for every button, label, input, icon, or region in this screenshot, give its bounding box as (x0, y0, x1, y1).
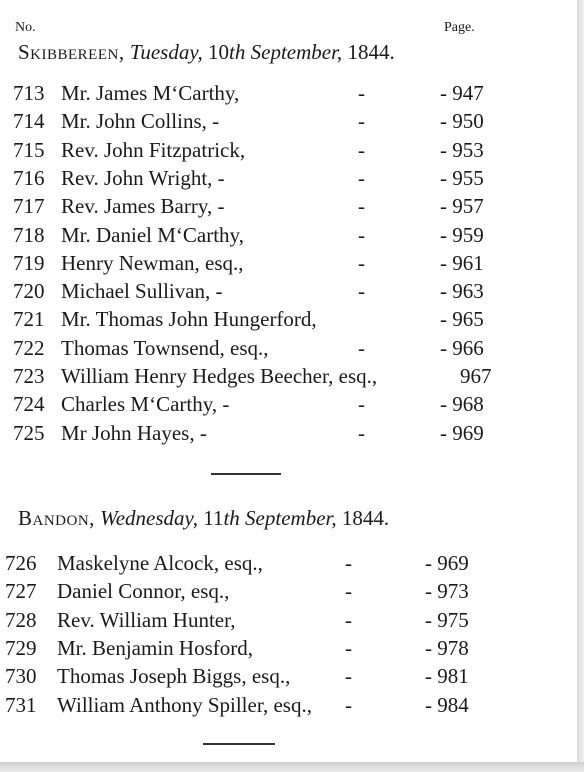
entry-leader: - (358, 392, 365, 417)
entry-leader: - (345, 579, 352, 604)
entry-number: 720 (13, 279, 45, 304)
entry-leader: - (358, 335, 365, 360)
entry-name: Thomas Joseph Biggs, esq., (57, 664, 291, 689)
entry-leader: - (358, 137, 365, 162)
entry-name: Rev. James Barry, - (61, 194, 225, 219)
entry-number: 725 (13, 420, 45, 445)
list-item (13, 362, 560, 390)
entry-page: - 969 (425, 551, 469, 575)
section-divider (211, 473, 281, 475)
entry-number: 713 (13, 81, 45, 105)
entry-name: Mr. James M‘Carthy, (61, 81, 240, 105)
entry-name: Mr. John Collins, - (61, 109, 220, 134)
entry-name: Charles M‘Carthy, - (61, 392, 230, 417)
section-date-suffix: th (223, 506, 240, 530)
section-day: Wednesday, (100, 506, 198, 530)
section-title-bandon (18, 506, 389, 531)
entry-number: 714 (13, 109, 45, 134)
entry-number: 715 (13, 137, 45, 162)
entry-number: 724 (13, 392, 45, 417)
list-item (13, 79, 560, 107)
entry-page: - 969 (440, 420, 484, 445)
entry-leader: - (358, 165, 365, 190)
entry-number: 719 (13, 250, 45, 275)
list-item (13, 221, 560, 249)
entry-page: - 953 (440, 137, 484, 162)
list-item (13, 249, 560, 277)
section-place: Skibbereen, (18, 40, 125, 64)
entry-name: Maskelyne Alcock, esq., (57, 551, 263, 575)
entry-number: 722 (13, 335, 45, 360)
entry-number: 727 (5, 579, 37, 604)
list-item (13, 136, 560, 164)
list-item (13, 305, 560, 333)
entry-number: 717 (13, 194, 45, 219)
entry-name: Rev. William Hunter, (57, 607, 236, 632)
section-date-num: 10 (208, 40, 230, 64)
list-item (13, 390, 560, 418)
entry-name: Rev. John Fitzpatrick, (61, 137, 246, 162)
section-date-suffix: th (229, 40, 246, 64)
section-divider (203, 743, 275, 745)
entry-leader: - (358, 279, 365, 304)
entry-leader: - (345, 664, 352, 689)
entry-name: Michael Sullivan, - (61, 279, 223, 304)
entry-number: 716 (13, 165, 45, 190)
entry-name: Henry Newman, esq., (61, 250, 244, 275)
list-item (13, 334, 560, 362)
entry-name: Mr. Benjamin Hosford, (57, 635, 253, 660)
entry-leader: - (358, 109, 365, 134)
section-year: 1844. (347, 40, 395, 64)
list-item (13, 192, 560, 220)
entry-name: William Henry Hedges Beecher, esq., (61, 364, 378, 388)
entry-page: - 947 (440, 81, 484, 105)
entry-number: 729 (5, 635, 37, 660)
entry-page: - 963 (440, 279, 484, 304)
section-year: 1844. (341, 506, 390, 530)
entry-name: William Anthony Spiller, esq., (57, 692, 312, 717)
list-item (13, 164, 560, 192)
column-header-page: Page. (444, 20, 475, 35)
entry-number: 718 (13, 222, 45, 247)
list-item (13, 277, 560, 305)
entry-name: Mr. Daniel M‘Carthy, (61, 222, 244, 247)
list-item (13, 107, 560, 135)
entry-name: Thomas Townsend, esq., (61, 335, 269, 360)
section-month: September, (250, 40, 343, 64)
entry-leader: - (345, 607, 352, 632)
list-item (5, 606, 560, 634)
entry-page: - 966 (440, 335, 484, 360)
entry-leader: - (358, 420, 365, 445)
entry-name: Mr John Hayes, - (61, 420, 207, 445)
list-item (13, 419, 560, 447)
list-item (5, 662, 560, 690)
entry-number: 728 (5, 607, 37, 632)
entry-number: 723 (13, 364, 45, 388)
list-item (5, 691, 560, 719)
column-header-no: No. (15, 20, 36, 35)
entry-leader: - (358, 250, 365, 275)
entry-page: - 965 (440, 307, 484, 332)
list-item (5, 577, 560, 605)
entry-number: 731 (5, 692, 37, 717)
entry-page: - 955 (440, 165, 484, 190)
entry-page: - 961 (440, 250, 484, 275)
entry-leader: - (358, 81, 365, 105)
entry-page: - 959 (440, 222, 484, 247)
entry-number: 721 (13, 307, 45, 332)
page-edge-bottom (0, 762, 584, 772)
entry-page: - 950 (440, 109, 484, 134)
entry-number: 730 (5, 664, 37, 689)
entry-page: - 984 (425, 692, 469, 717)
list-item (5, 634, 560, 662)
section-day: Tuesday, (129, 40, 203, 64)
entry-name: Daniel Connor, esq., (57, 579, 230, 604)
section-date-num: 11 (203, 506, 224, 530)
entry-page: 967 (460, 364, 492, 388)
section-place: Bandon, (18, 506, 95, 530)
list-item (5, 549, 560, 577)
entry-page: - 978 (425, 635, 469, 660)
entry-page: - 975 (425, 607, 469, 632)
page-edge-right (577, 0, 584, 772)
entry-page: - 968 (440, 392, 484, 417)
entry-leader: - (345, 635, 352, 660)
entry-page: - 981 (425, 664, 469, 689)
entry-leader: - (345, 692, 352, 717)
entry-leader: - (345, 551, 352, 575)
entry-name: Mr. Thomas John Hungerford, (61, 307, 317, 332)
entry-number: 726 (5, 551, 37, 575)
entry-page: - 973 (425, 579, 469, 604)
section-title-skibbereen (18, 40, 395, 65)
entry-page: - 957 (440, 194, 484, 219)
entry-leader: - (358, 194, 365, 219)
section-month: September, (245, 506, 337, 530)
entry-leader: - (358, 222, 365, 247)
entry-name: Rev. John Wright, - (61, 165, 225, 190)
